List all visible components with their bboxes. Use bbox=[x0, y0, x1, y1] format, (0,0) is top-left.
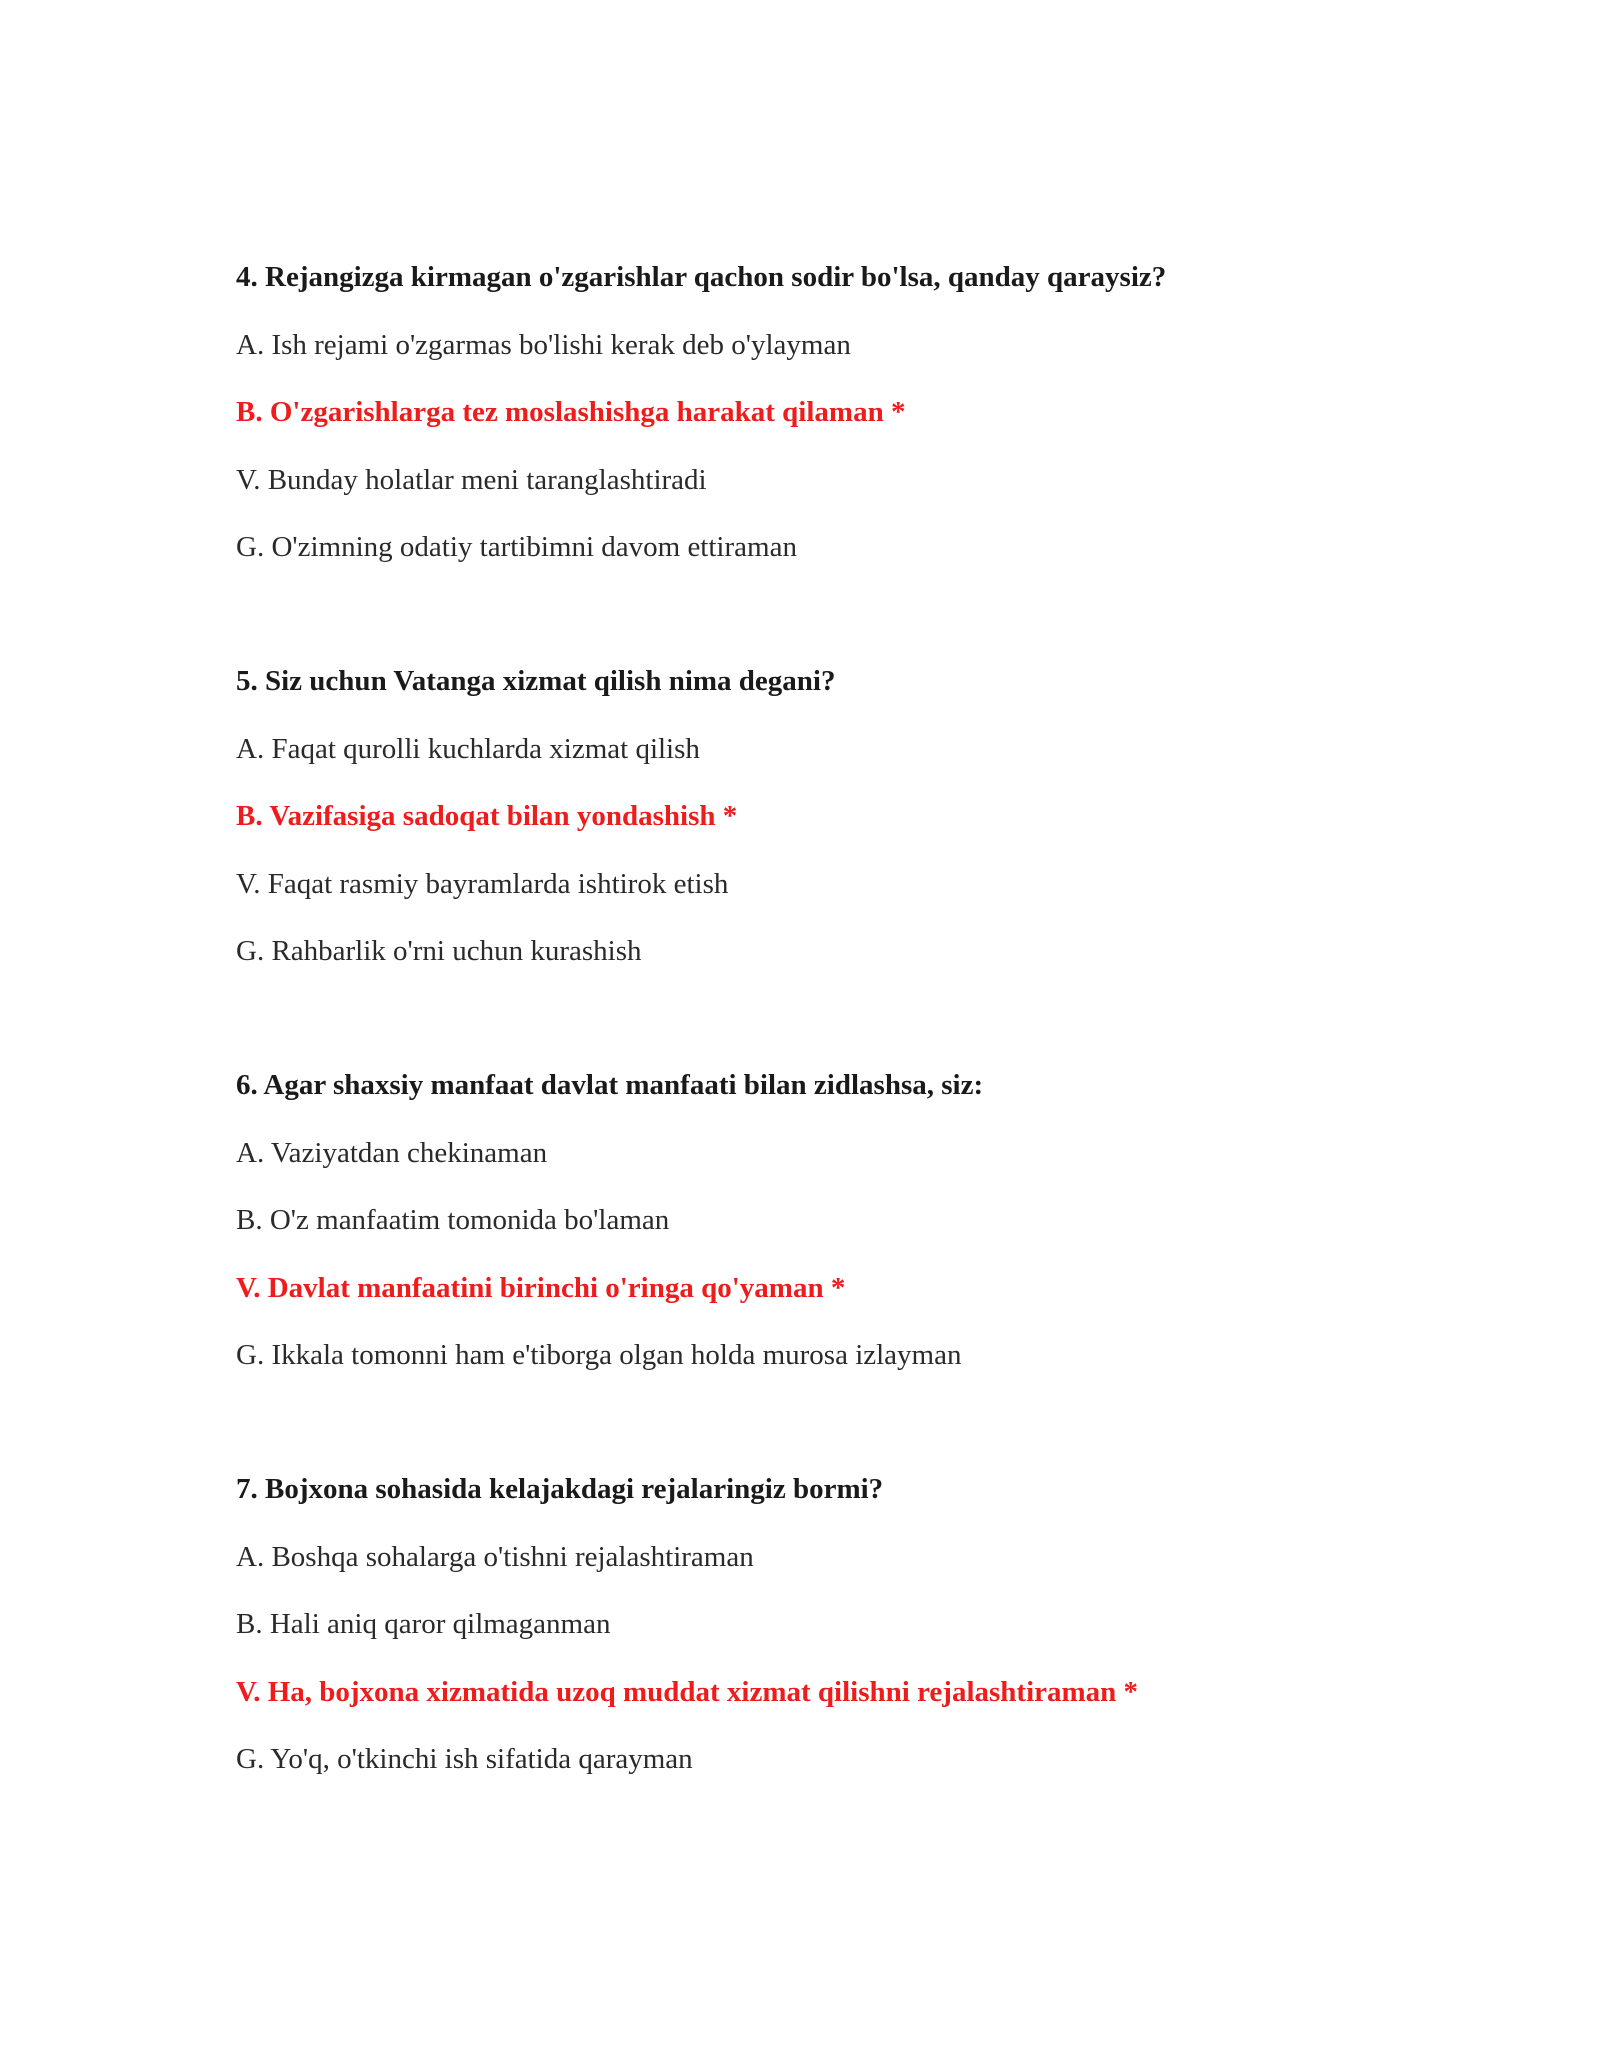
question-title: 5. Siz uchun Vatanga xizmat qilish nima degani? bbox=[236, 665, 836, 697]
option-v-correct: V. Ha, bojxona xizmatida uzoq muddat xizmat qilishni rejalashtiraman * bbox=[236, 1676, 1139, 1708]
option-b-correct: B. O'zgarishlarga tez moslashishga harakat qilaman * bbox=[236, 396, 906, 428]
option-g: G. Rahbarlik o'rni uchun kurashish bbox=[236, 935, 642, 967]
option-a: A. Faqat qurolli kuchlarda xizmat qilish bbox=[236, 733, 700, 765]
question-title: 6. Agar shaxsiy manfaat davlat manfaati bilan zidlashsa, siz: bbox=[236, 1069, 984, 1101]
question-title: 7. Bojxona sohasida kelajakdagi rejalaringiz bormi? bbox=[236, 1473, 884, 1505]
option-b: B. O'z manfaatim tomonida bo'laman bbox=[236, 1204, 670, 1236]
option-g: G. O'zimning odatiy tartibimni davom ettiraman bbox=[236, 531, 797, 563]
option-a: A. Ish rejami o'zgarmas bo'lishi kerak deb o'ylayman bbox=[236, 329, 851, 361]
option-b: B. Hali aniq qaror qilmaganman bbox=[236, 1608, 611, 1640]
option-g: G. Ikkala tomonni ham e'tiborga olgan holda murosa izlayman bbox=[236, 1339, 962, 1371]
question-title: 4. Rejangizga kirmagan o'zgarishlar qachon sodir bo'lsa, qanday qaraysiz? bbox=[236, 261, 1167, 293]
option-a: A. Vaziyatdan chekinaman bbox=[236, 1137, 548, 1169]
option-b-correct: B. Vazifasiga sadoqat bilan yondashish * bbox=[236, 800, 738, 832]
option-v-correct: V. Davlat manfaatini birinchi o'ringa qo'yaman * bbox=[236, 1272, 846, 1304]
option-v: V. Bunday holatlar meni taranglashtiradi bbox=[236, 464, 707, 496]
option-a: A. Boshqa sohalarga o'tishni rejalashtiraman bbox=[236, 1541, 754, 1573]
option-v: V. Faqat rasmiy bayramlarda ishtirok etish bbox=[236, 868, 729, 900]
option-g: G. Yo'q, o'tkinchi ish sifatida qarayman bbox=[236, 1743, 693, 1775]
